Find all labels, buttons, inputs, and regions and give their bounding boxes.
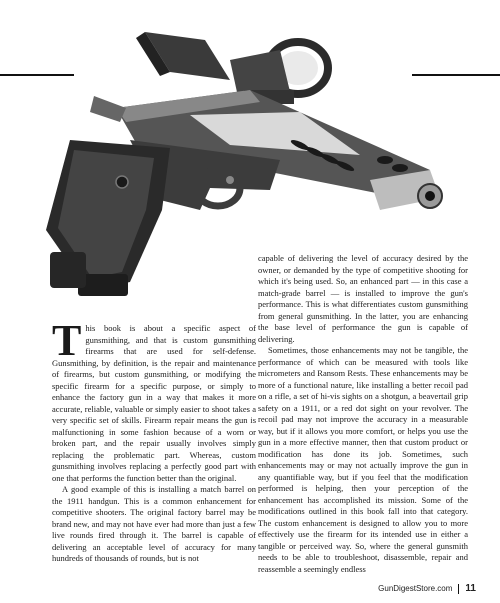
body-column-left: [52, 316, 256, 565]
opening-paragraph: [52, 316, 256, 484]
body-column-right: [258, 253, 468, 575]
right-paragraph-1: capable of delivering the level of accuracy desired by the owner, or demanded by the type of competitive shooting for which it's being used. So, an enhanced part — in this case a match-grade barrel — is installed to improve the gun's performance. This is what differentiates custom gunsmithing from general gunsmithing. In the latter, you are enhancing the base level of performance the gun is capable of delivering.: [258, 253, 468, 344]
opening-paragraph-text: his book is about a specific aspect of gunsmithing, and that is custom gunsmithing firearms that are used for self-defense. Gunsmithing, by definition, is the repair and maintenance of firearms, but custom gunsmithing, or modifying the specific firearm for a specific purpose, or simply to enhance the factory gun in a way that makes it more accurate, reliable, valuable or simply easier to shoot takes a very specific set of skills. Firearm repair means the gun is malfunctioning in some fashion because of a worn or broken part, and the repair usually involves simply replacing the problematic part. Whereas, custom gunsmithing involves replacing a perfectly good part with one that performs the function better than the original.: [52, 323, 256, 483]
left-paragraph-2: A good example of this is installing a match barrel on the 1911 handgun. This is a common enhancement for competitive shooters. The original factory barrel may be brand new, and may not have ever had more than just a few live rounds fired through it. The barrel is capable of delivering an acceptable level of accuracy for many hundreds of thousands of rounds, but is not: [52, 484, 256, 563]
footer-separator: [458, 584, 459, 594]
pistol-grip: [46, 140, 170, 296]
page-number: 11: [465, 583, 476, 594]
pistol-hammer: [90, 96, 126, 122]
page-footer: [378, 583, 476, 594]
drop-cap: T: [52, 316, 82, 365]
right-paragraph-2: Sometimes, those enhancements may not be tangible, the performance of which can be measured with tools like micrometers and Ransom Rests. These enhancements may be more of a functional nature, like installing a better recoil pad on a rifle, a set of hi-vis sights on a shotgun, a beavertail grip safety on a 1911, or a red dot sight on your revolver. The recoil pad may not improve the accuracy in a measurable way, but if it allows you more comfort, or helps you use the gun in a more effective manner, then that custom product or modification has done its job. Sometimes, such enhancements may or may not actually improve the gun in any quantifiable way, but if you feel that the modification performed is helping, then your perception of the enhancement has accomplished its mission. Some of the modifications outlined in this book fall into that category. The custom enhancement is designed to allow you to more effectively use the firearm for its intended use in either a tangible or perceived way. So, where the general gunsmith needs to be able to troubleshoot, disassemble, repair and reassemble a seemingly endless: [258, 345, 468, 574]
footer-site: GunDigestStore.com: [378, 584, 453, 593]
